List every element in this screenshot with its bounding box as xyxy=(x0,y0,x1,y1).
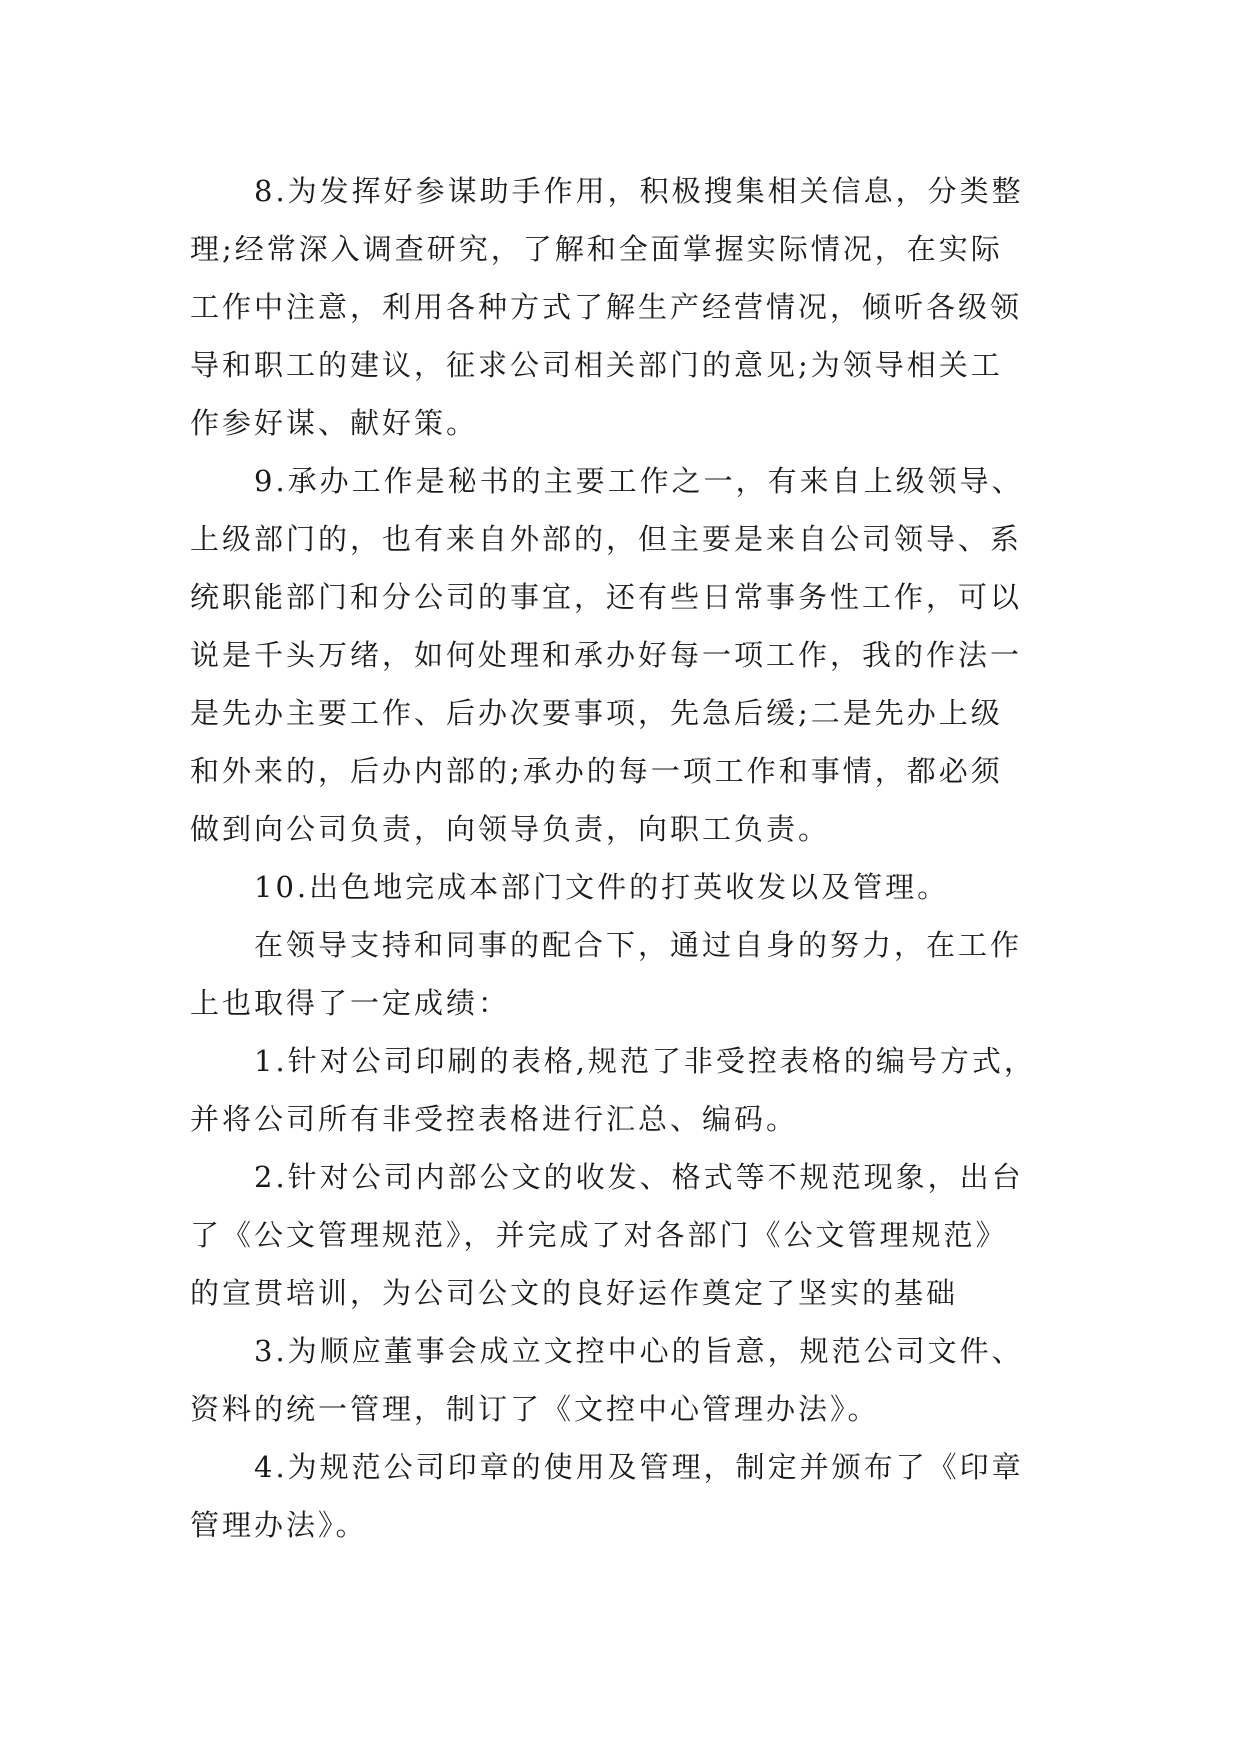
text-line: 10.出色地完成本部门文件的打英收发以及管理。 xyxy=(254,870,950,904)
text-line: 说是千头万绪，如何处理和承办好每一项工作，我的作法一 xyxy=(190,638,1023,672)
text-line: 上也取得了一定成绩： xyxy=(190,986,511,1020)
text-line: 1.针对公司印刷的表格,规范了非受控表格的编号方式， xyxy=(254,1044,1036,1078)
text-line: 作参好谋、献好策。 xyxy=(190,406,479,440)
text-line: 8.为发挥好参谋助手作用，积极搜集相关信息，分类整 xyxy=(254,174,1024,208)
paragraph-achievement-1 xyxy=(190,1032,1060,1148)
text-line: 2.针对公司内部公文的收发、格式等不规范现象，出台 xyxy=(254,1160,1024,1194)
text-line: 9.承办工作是秘书的主要工作之一，有来自上级领导、 xyxy=(254,464,1024,498)
text-line: 上级部门的，也有来自外部的，但主要是来自公司领导、系 xyxy=(190,522,1023,556)
paragraph-achievement-3 xyxy=(190,1322,1060,1438)
paragraph-item-8 xyxy=(190,162,1060,452)
text-line: 做到向公司负责，向领导负责，向职工负责。 xyxy=(190,812,831,846)
text-line: 理;经常深入调查研究，了解和全面掌握实际情况，在实际 xyxy=(190,232,1003,266)
text-line: 在领导支持和同事的配合下，通过自身的努力，在工作 xyxy=(254,928,1023,962)
text-line: 3.为顺应董事会成立文控中心的旨意，规范公司文件、 xyxy=(254,1334,1024,1368)
text-line: 统职能部门和分公司的事宜，还有些日常事务性工作，可以 xyxy=(190,580,1023,614)
text-line: 管理办法》。 xyxy=(190,1508,368,1542)
paragraph-achievements-intro xyxy=(190,916,1060,1032)
paragraph-achievement-4 xyxy=(190,1438,1060,1554)
document-body xyxy=(190,162,1060,1554)
text-line: 了《公文管理规范》，并完成了对各部门《公文管理规范》 xyxy=(190,1218,1008,1252)
text-line: 的宣贯培训，为公司公文的良好运作奠定了坚实的基础 xyxy=(190,1276,959,1310)
text-line: 4.为规范公司印章的使用及管理，制定并颁布了《印章 xyxy=(254,1450,1024,1484)
text-line: 工作中注意，利用各种方式了解生产经营情况，倾听各级领 xyxy=(190,290,1023,324)
text-line: 资料的统一管理，制订了《文控中心管理办法》。 xyxy=(190,1392,880,1426)
text-line: 和外来的，后办内部的;承办的每一项工作和事情，都必须 xyxy=(190,754,1003,788)
text-line: 并将公司所有非受控表格进行汇总、编码。 xyxy=(190,1102,799,1136)
paragraph-achievement-2 xyxy=(190,1148,1060,1322)
paragraph-item-9 xyxy=(190,452,1060,858)
text-line: 是先办主要工作、后办次要事项，先急后缓;二是先办上级 xyxy=(190,696,1003,730)
text-line: 导和职工的建议，征求公司相关部门的意见;为领导相关工 xyxy=(190,348,1003,382)
paragraph-item-10 xyxy=(190,858,1060,916)
